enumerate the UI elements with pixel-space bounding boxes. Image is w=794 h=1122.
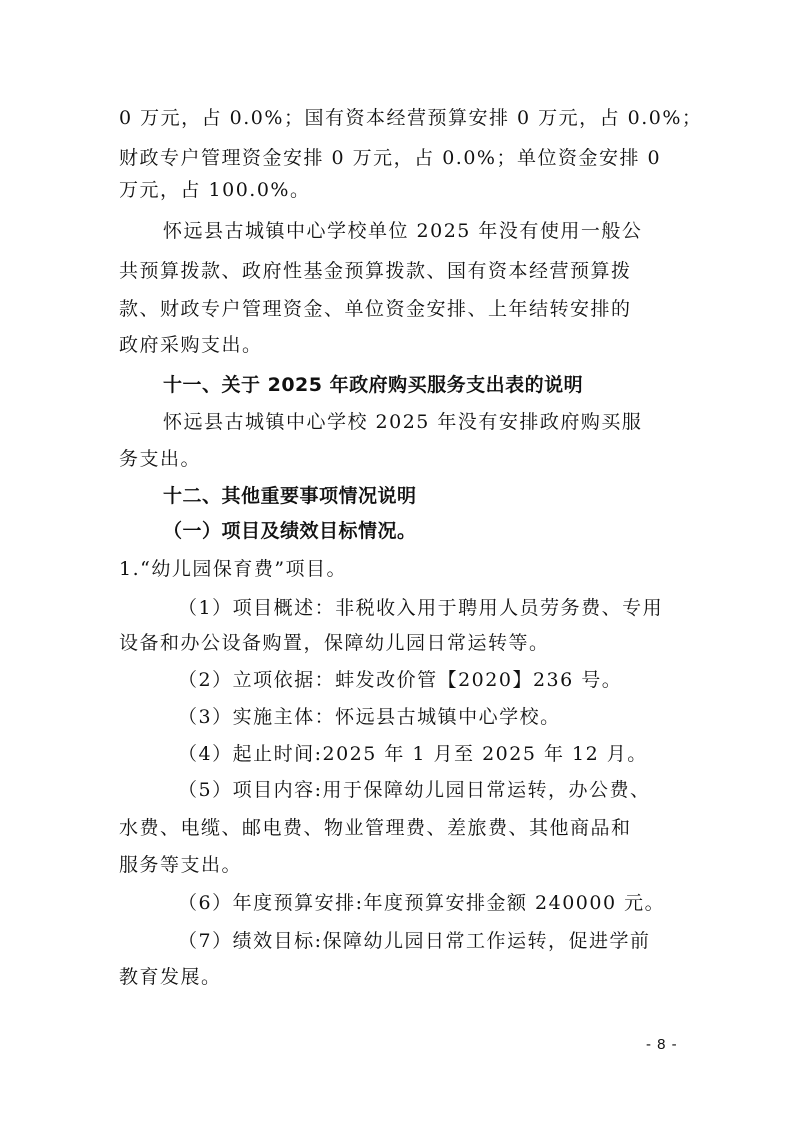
- text-line: （4）起止时间:2025 年 1 月至 2025 年 12 月。: [178, 743, 648, 765]
- text-line: 万元，占 100.0%。: [119, 179, 311, 201]
- text-line: （3）实施主体：怀远县古城镇中心学校。: [178, 706, 561, 728]
- text-line: （6）年度预算安排:年度预算安排金额 240000 元。: [178, 892, 666, 914]
- text-line: （2）立项依据：蚌发改价管【2020】236 号。: [178, 669, 623, 691]
- text-line: （7）绩效目标:保障幼儿园日常工作运转，促进学前: [178, 930, 651, 952]
- text-line: 水费、电缆、邮电费、物业管理费、差旅费、其他商品和: [119, 817, 632, 839]
- text-line: 0 万元，占 0.0%；国有资本经营预算安排 0 万元，占 0.0%；: [119, 107, 703, 129]
- text-line: 财政专户管理资金安排 0 万元，占 0.0%；单位资金安排 0: [119, 147, 662, 169]
- text-line: （1）项目概述：非税收入用于聘用人员劳务费、专用: [178, 597, 664, 619]
- page-number: - 8 -: [646, 1036, 678, 1053]
- text-line: 务支出。: [119, 448, 202, 470]
- text-line: （5）项目内容:用于保障幼儿园日常运转，办公费、: [178, 779, 651, 801]
- section-heading: 十一、关于 2025 年政府购买服务支出表的说明: [163, 374, 584, 396]
- text-line: 设备和办公设备购置，保障幼儿园日常运转等。: [119, 632, 550, 654]
- text-line: 款、财政专户管理资金、单位资金安排、上年结转安排的: [119, 298, 632, 320]
- section-heading: 十二、其他重要事项情况说明: [163, 485, 417, 507]
- text-line: 教育发展。: [119, 966, 222, 988]
- text-line: 政府采购支出。: [119, 334, 263, 356]
- text-line: 怀远县古城镇中心学校单位 2025 年没有使用一般公: [163, 220, 643, 242]
- subsection-heading: （一）项目及绩效目标情况。: [163, 520, 417, 542]
- text-line: 服务等支出。: [119, 854, 243, 876]
- text-line: 1.“幼儿园保育费”项目。: [119, 558, 348, 580]
- text-line: 共预算拨款、政府性基金预算拨款、国有资本经营预算拨: [119, 260, 632, 282]
- text-line: 怀远县古城镇中心学校 2025 年没有安排政府购买服: [163, 411, 643, 433]
